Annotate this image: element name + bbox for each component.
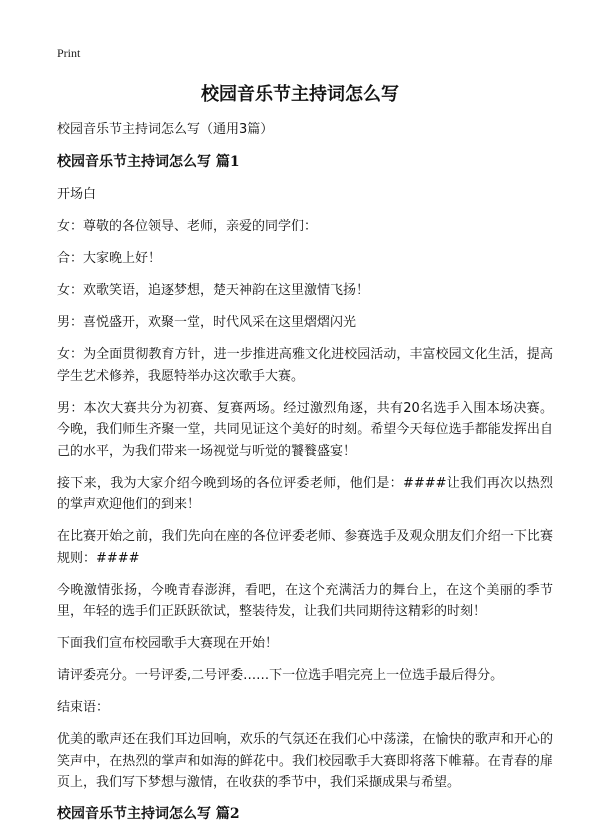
paragraph: 女：欢歌笑语，追逐梦想，楚天神韵在这里激情飞扬！ — [57, 283, 370, 298]
opening-label: 开场白 — [57, 187, 97, 202]
paragraph: 合：大家晚上好！ — [57, 251, 162, 266]
paragraph: 男：喜悦盛开，欢聚一堂，时代风采在这里熠熠闪光 — [57, 315, 357, 330]
paragraph: 请评委亮分。一号评委,二号评委……下一位选手唱完亮上一位选手最后得分。 — [57, 668, 504, 683]
document-subtitle: 校园音乐节主持词怎么写（通用3篇） — [57, 122, 274, 137]
paragraph: 今晚激情张扬，今晚青春澎湃，看吧，在这个充满活力的舞台上，在这个美丽的季节里，年轻的选手们正跃跃欲试，整装待发，让我们共同期待这精彩的时刻！ — [57, 582, 553, 619]
page-title: 校园音乐节主持词怎么写 — [201, 84, 399, 105]
paragraph: 男：本次大赛共分为初赛、复赛两场。经过激烈角逐，共有20名选手入围本场决赛。今晚，我们师生齐聚一堂，共同见证这个美好的时刻。希望今天每位选手都能发挥出自己的水平，为我们带来一场视觉与听觉的饕餮盛宴！ — [57, 400, 553, 459]
paragraph: 在比赛开始之前，我们先向在座的各位评委老师、参赛选手及观众朋友们介绍一下比赛规则：#### — [57, 529, 553, 566]
paragraph: 下面我们宣布校园歌手大赛现在开始！ — [57, 636, 279, 651]
print-link[interactable]: Print — [57, 46, 81, 60]
paragraph: 女：尊敬的各位领导、老师，亲爱的同学们： — [57, 219, 318, 234]
closing-label: 结束语： — [57, 700, 110, 715]
paragraph: 接下来，我为大家介绍今晚到场的各位评委老师，他们是：####让我们再次以热烈的掌声欢迎他们的到来！ — [57, 475, 553, 512]
section-heading-1: 校园音乐节主持词怎么写 篇1 — [57, 154, 240, 170]
section-heading-2: 校园音乐节主持词怎么写 篇2 — [57, 806, 240, 822]
paragraph: 女：为全面贯彻教育方针，进一步推进高雅文化进校园活动，丰富校园文化生活，提高学生艺术修养，我愿特举办这次歌手大赛。 — [57, 347, 553, 384]
paragraph: 优美的歌声还在我们耳边回响，欢乐的气氛还在我们心中荡漾，在愉快的歌声和开心的笑声中，在热烈的掌声和如海的鲜花中。我们校园歌手大赛即将落下帷幕。在青春的扉页上，我们写下梦想与激情，在收获的季节中，我们采撷成果与希望。 — [57, 732, 553, 790]
document-body — [57, 120, 553, 836]
